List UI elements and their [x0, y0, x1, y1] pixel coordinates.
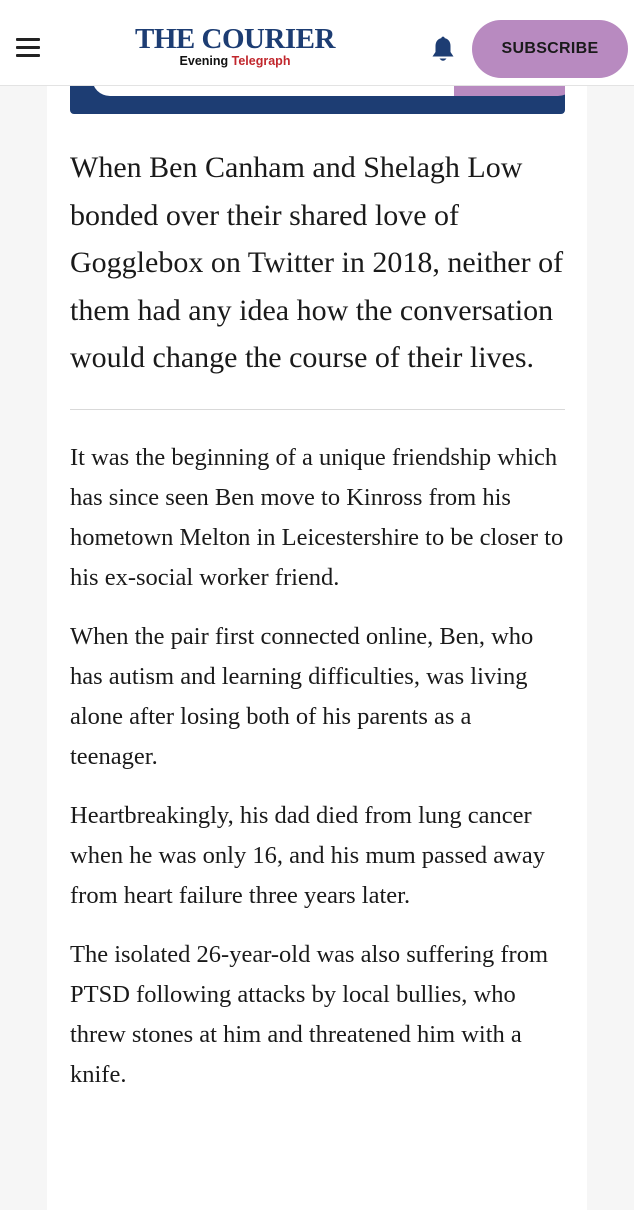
- standfirst-divider: [70, 409, 565, 410]
- article-paragraph: It was the beginning of a unique friendship which has since seen Ben move to Kinross from his hometown Melton in Leicestershire to be closer to his ex-social worker friend.: [70, 443, 564, 591]
- article-body: [70, 140, 565, 1114]
- site-header: [0, 0, 634, 86]
- logo-sub-text: [130, 54, 340, 68]
- logo-sub-telegraph: Telegraph: [231, 54, 291, 68]
- site-logo[interactable]: [130, 24, 340, 68]
- logo-sub-evening: Evening: [179, 54, 229, 68]
- article-paragraph: When the pair first connected online, Ben, who has autism and learning difficulties, was living alone after losing both of his parents as a teenager.: [70, 622, 534, 770]
- hamburger-menu-icon[interactable]: [16, 38, 40, 58]
- article-paragraph: The isolated 26-year-old was also suffering from PTSD following attacks by local bullies, who threw stones at him and threatened him with a knife.: [70, 940, 549, 1088]
- bell-icon[interactable]: [430, 36, 456, 64]
- logo-main-text: THE COURIER: [135, 23, 335, 55]
- article-standfirst: When Ben Canham and Shelagh Low bonded over their shared love of Gogglebox on Twitter in 2018, neither of them had any idea how the conversation would change the course of their lives.: [70, 151, 564, 374]
- article-paragraph: Heartbreakingly, his dad died from lung cancer when he was only 16, and his mum passed away from heart failure three years later.: [70, 801, 545, 909]
- subscribe-button[interactable]: SUBSCRIBE: [472, 20, 628, 78]
